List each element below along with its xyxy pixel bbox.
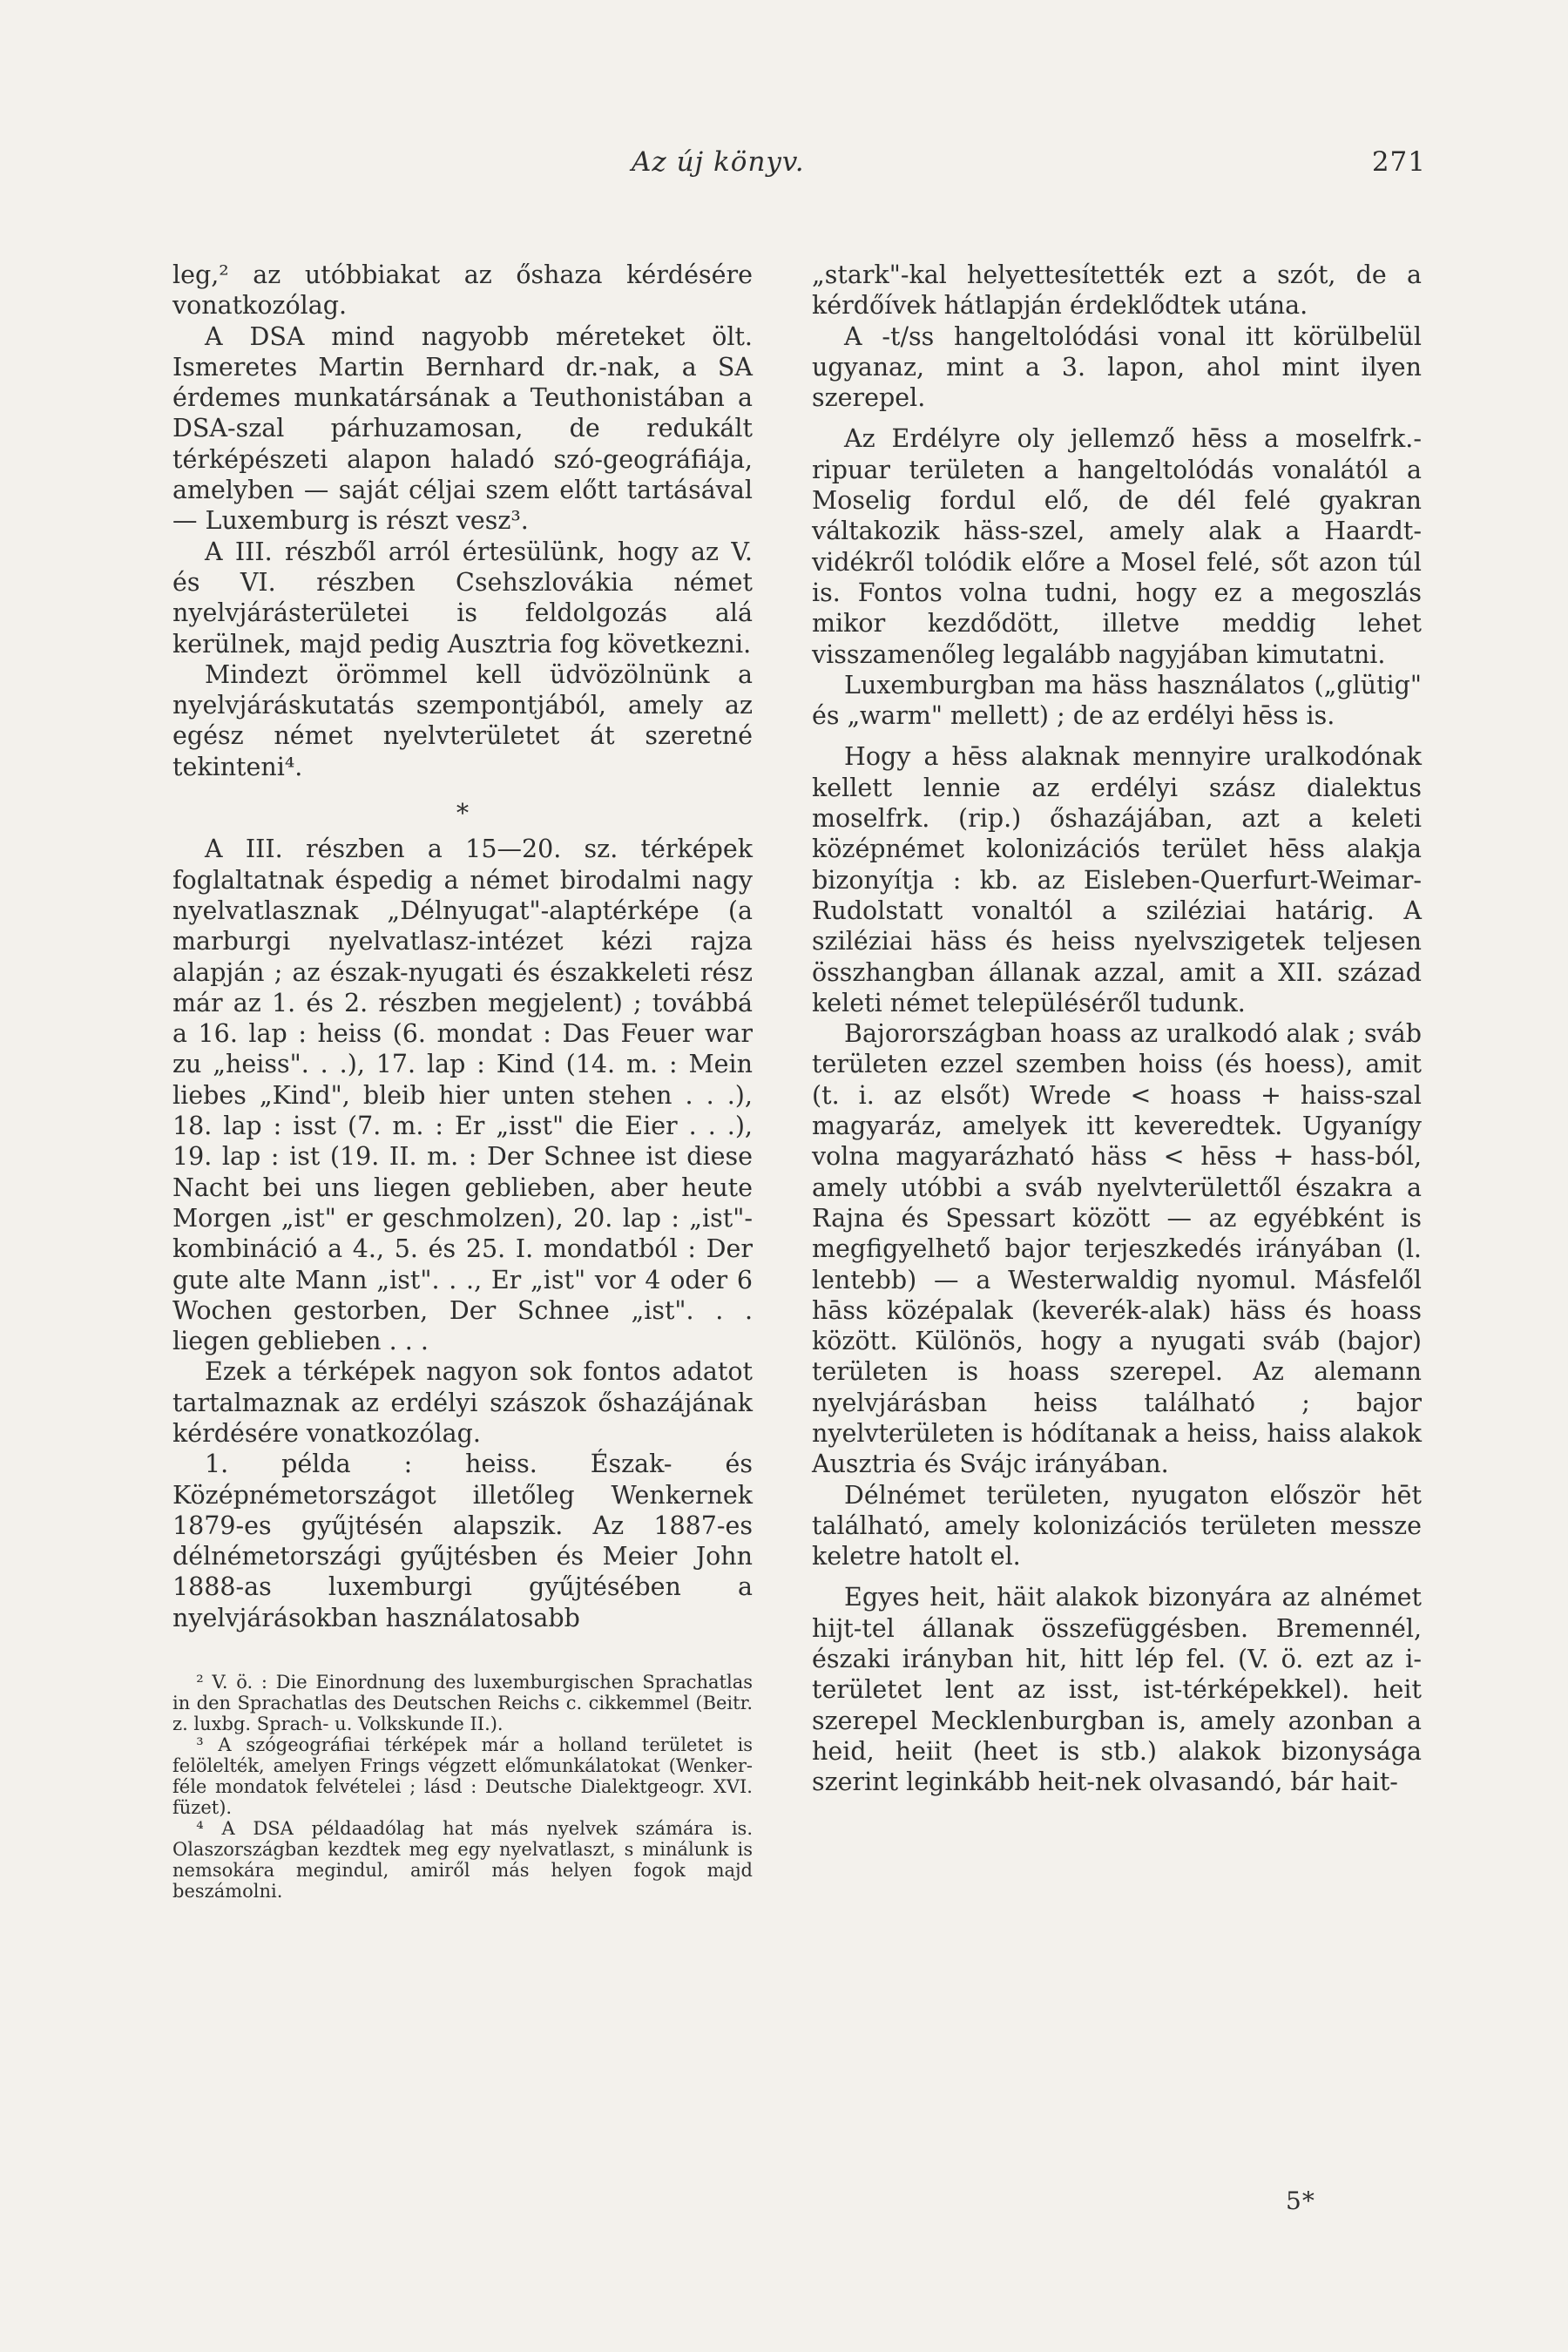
left-column xyxy=(172,260,753,1902)
paragraph: A DSA mind nagyobb méreteket ölt. Ismeretes Martin Bernhard dr.-nak, a SA érdemes munkatársának a Teuthonistában a DSA-szal párhuzamosan, de redukált térképészeti alapon haladó szó-geográfiája, amelyben — saját céljai szem előtt tartásával — Luxemburg is részt vesz³. xyxy=(172,321,753,536)
section-asterisk: * xyxy=(456,799,470,828)
paragraph: 1. példa : heiss. Észak- és Középnémetországot illetőleg Wenkernek 1879-es gyűjtésén alapszik. Az 1887-es délnémetországi gyűjtésben és Meier John 1888-as luxemburgi gyűjtésében a nyelvjárásokban használatosabb xyxy=(172,1450,753,1632)
paragraph: Hogy a hēss alaknak mennyire uralkodónak kellett lennie az erdélyi szász dialektus moselfrk. (rip.) őshazájában, azt a keleti középnémet kolonizációs terület hēss alakja bizonyítja : kb. az Eisleben-Querfurt-Weimar-Rudolstatt vonaltól a sziléziai határig. A sziléziai häss és heiss nyelvszigetek teljesen összhangban állanak azzal, amit a XII. század keleti német településéről tudunk. xyxy=(812,742,1422,1017)
running-title: Az új könyv. xyxy=(632,146,805,178)
paragraph: A III. részből arról értesülünk, hogy az V. és VI. részben Csehszlovákia német nyelvjárásterületei is feldolgozás alá kerülnek, majd pedig Ausztria fog következni. xyxy=(172,537,753,659)
page-number: 271 xyxy=(1371,146,1426,178)
paragraph: Bajorországban hoass az uralkodó alak ; sváb területen ezzel szemben hoiss (és hoess), amit (t. i. az elsőt) Wrede < hoass + haiss-szal magyaráz, amelyek itt keveredtek. Ugyanígy volna magyarázható häss < hēss + hass-ból, amely utóbbi a sváb nyelvterülettől északra a Rajna és Spessart között — az egyébként is megfigyelhető bajor terjeszkedés irányában (l. lentebb) — a Westerwaldig nyomul. Másfelől hāss középalak (keverék-alak) häss és hoass között. Különös, hogy a nyugati sváb (bajor) területen is hoass szerepel. Az alemann nyelvjárásban heiss található ; bajor nyelvterületen is hódítanak a heiss, haiss alakok Ausztria és Svájc irányában. xyxy=(812,1019,1422,1479)
paragraph: Délnémet területen, nyugaton először hēt található, amely kolonizációs területen messze keletre hatolt el. xyxy=(812,1480,1422,1571)
paragraph: Az Erdélyre oly jellemző hēss a moselfrk.-ripuar területen a hangeltolódás vonalától a Moselig fordul elő, de dél felé gyakran váltakozik häss-szel, amely alak a Haardt-vidékről tolódik előre a Mosel felé, sőt azon túl is. Fontos volna tudni, hogy ez a megoszlás mikor kezdődött, illetve meddig lehet visszamenőleg legalább nagyjában kimutatni. xyxy=(812,424,1422,669)
paragraph: „stark"-kal helyettesítették ezt a szót, de a kérdőívek hátlapján érdeklődtek utána. xyxy=(812,260,1422,321)
paragraph: Egyes heit, häit alakok bizonyára az alnémet hijt-tel állanak összefüggésben. Bremennél, északi irányban hit, hitt lép fel. (V. ö. ezt az i-területet lent az isst, ist-térképekkel). heit szerepel Mecklenburgban is, amely azonban a heid, heiit (heet is stb.) alakok bizonysága szerint leginkább heit-nek olvasandó, bár hait- xyxy=(812,1583,1422,1797)
printer-signature: 5* xyxy=(1286,2186,1315,2215)
right-column xyxy=(812,260,1422,1798)
paragraph: Ezek a térképek nagyon sok fontos adatot tartalmaznak az erdélyi szászok őshazájának kérdésére vonatkozólag. xyxy=(172,1357,753,1448)
footnote: ⁴ A DSA példaadólag hat más nyelvek számára is. Olaszországban kezdtek meg egy nyelvatlaszt, s minálunk is nemsokára megindul, amiről más helyen fogok majd beszámolni. xyxy=(172,1818,753,1903)
running-head xyxy=(0,146,1568,181)
footnotes xyxy=(172,1672,753,1902)
paragraph: Mindezt örömmel kell üdvözölnünk a nyelvjáráskutatás szempontjából, amely az egész német nyelvterületet át szeretné tekinteni⁴. xyxy=(172,659,753,781)
footnote: ³ A szógeográfiai térképek már a holland területet is felölelték, amelyen Frings végzett előmunkálatokat (Wenker-féle mondatok felvételei ; lásd : Deutsche Dialektgeogr. XVI. füzet). xyxy=(172,1734,753,1819)
paragraph: A -t/ss hangeltolódási vonal itt körülbelül ugyanaz, mint a 3. lapon, ahol mint ilyen szerepel. xyxy=(812,321,1422,413)
paragraph: leg,² az utóbbiakat az őshaza kérdésére vonatkozólag. xyxy=(172,260,753,321)
paragraph: A III. részben a 15—20. sz. térképek foglaltatnak éspedig a német birodalmi nagy nyelvatlasznak „Délnyugat"-alaptérképe (a marburgi nyelvatlasz-intézet kézi rajza alapján ; az észak-nyugati és északkeleti rész már az 1. és 2. részben megjelent) ; továbbá a 16. lap : heiss (6. mondat : Das Feuer war zu „heiss". . .), 17. lap : Kind (14. m. : Mein liebes „Kind", bleib hier unten stehen . . .), 18. lap : isst (7. m. : Er „isst" die Eier . . .), 19. lap : ist (19. II. m. : Der Schnee ist diese Nacht bei uns liegen geblieben, aber heute Morgen „ist" er geschmolzen), 20. lap : „ist"-kombináció a 4., 5. és 25. I. mondatból : Der gute alte Mann „ist". . ., Er „ist" vor 4 oder 6 Wochen gestorben, Der Schnee „ist". . . liegen geblieben . . . xyxy=(172,835,753,1356)
paragraph: Luxemburgban ma häss használatos („glütig" és „warm" mellett) ; de az erdélyi hēss is. xyxy=(812,670,1422,731)
footnote: ² V. ö. : Die Einordnung des luxemburgischen Sprachatlas in den Sprachatlas des Deutschen Reichs c. cikkemmel (Beitr. z. luxbg. Sprach- u. Volkskunde II.). xyxy=(172,1672,753,1735)
